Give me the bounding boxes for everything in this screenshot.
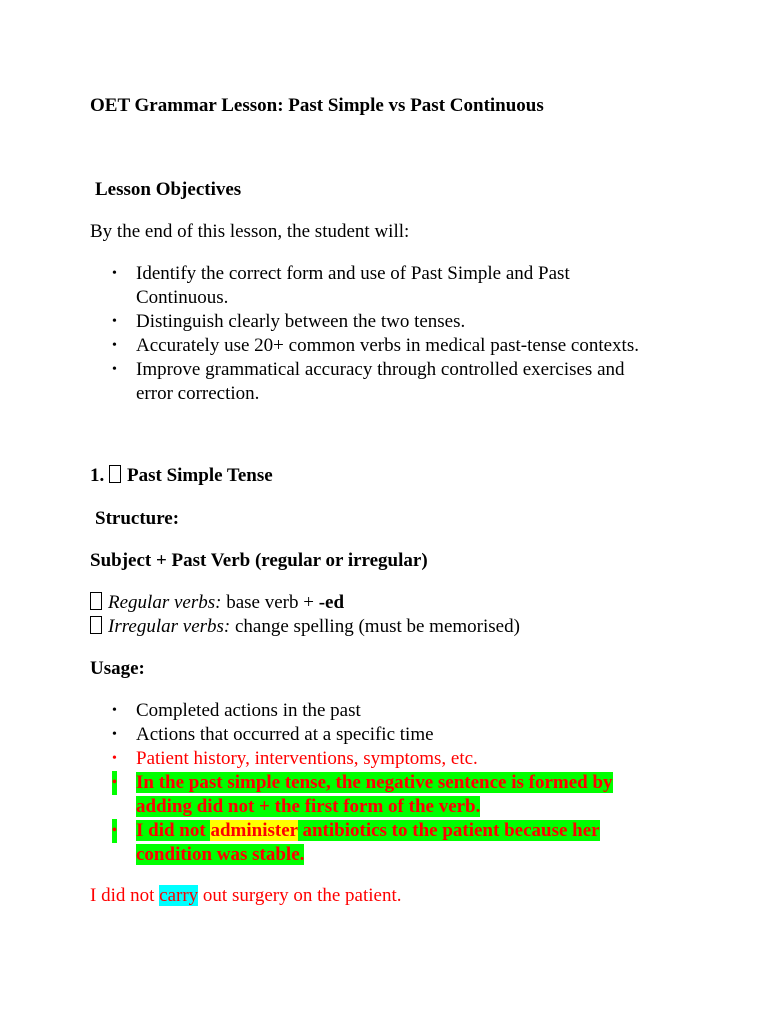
page-title: OET Grammar Lesson: Past Simple vs Past Continuous <box>90 95 544 116</box>
bullet-icon: • <box>112 703 117 718</box>
example-sentence: I did not carry out surgery on the patient. <box>90 885 402 906</box>
bullet-icon: • <box>112 819 117 843</box>
usage-label: Usage: <box>90 658 145 679</box>
list-item: • Accurately use 20+ common verbs in medical past-tense contexts. <box>112 335 639 356</box>
structure-formula: Subject + Past Verb (regular or irregular) <box>90 550 428 571</box>
bullet-icon: • <box>112 338 117 353</box>
list-item: • Completed actions in the past <box>112 700 361 721</box>
bullet-icon: • <box>112 751 117 766</box>
box-glyph-icon <box>90 592 102 610</box>
regular-verbs-line: Regular verbs: base verb + -ed <box>90 591 344 615</box>
box-glyph-icon <box>109 465 121 483</box>
highlighted-verb: carry <box>159 885 199 906</box>
negative-rule-item: • In the past simple tense, the negative sentence is formed by adding did not + the first form of the verb. <box>112 772 613 817</box>
usage-list <box>90 699 690 867</box>
objectives-list <box>90 262 690 406</box>
irregular-verbs-line: Irregular verbs: change spelling (must be memorised) <box>90 615 520 639</box>
list-item: • Actions that occurred at a specific time <box>112 724 434 745</box>
bullet-icon: • <box>112 266 117 281</box>
structure-label: Structure: <box>95 508 180 529</box>
bullet-icon: • <box>112 314 117 329</box>
bullet-icon: • <box>112 362 117 377</box>
objectives-heading: Lesson Objectives <box>95 179 242 200</box>
box-glyph-icon <box>90 616 102 634</box>
list-item: • Patient history, interventions, symptoms, etc. <box>112 748 478 769</box>
list-item: • Identify the correct form and use of Past Simple and Past Continuous. <box>112 263 570 308</box>
objectives-intro: By the end of this lesson, the student will: <box>90 221 410 242</box>
bullet-icon: • <box>112 727 117 742</box>
section-heading: 1. Past Simple Tense <box>90 465 273 486</box>
bullet-icon: • <box>112 771 117 795</box>
example-item: • I did not administer antibiotics to the patient because her condition was stable. <box>112 820 600 865</box>
list-item: • Distinguish clearly between the two tenses. <box>112 311 466 332</box>
list-item: • Improve grammatical accuracy through controlled exercises and error correction. <box>112 359 625 404</box>
highlighted-verb: administer <box>210 820 298 841</box>
